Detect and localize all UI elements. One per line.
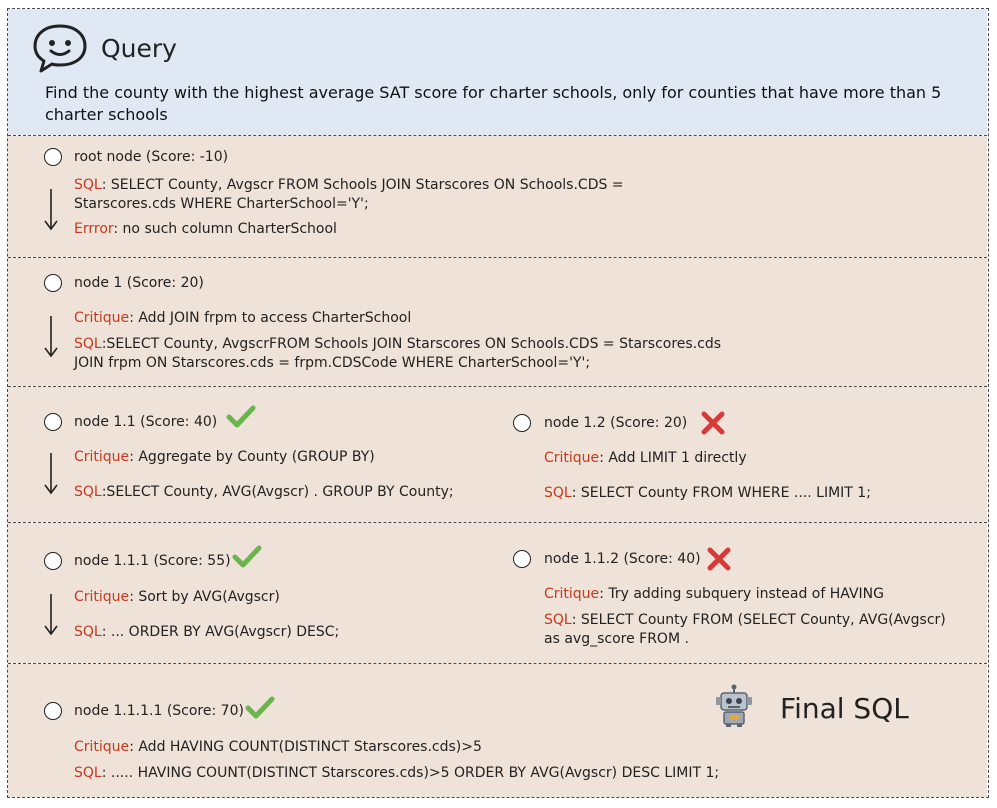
node-label: root node (Score: -10) (74, 149, 229, 165)
outer-frame (7, 8, 989, 798)
sql-tag: SQL (74, 624, 102, 640)
critique-tag: Critique (74, 449, 130, 465)
critique-text: : Add HAVING COUNT(DISTINCT Starscores.cds)>5 (129, 739, 482, 755)
sql-tag: SQL (544, 485, 572, 501)
node-circle (44, 552, 62, 570)
node-circle (44, 148, 62, 166)
node-label: node 1.1.2 (Score: 40) (544, 551, 701, 567)
final-sql-label: Final SQL (780, 692, 909, 725)
critique-line (544, 585, 974, 604)
critique-line (544, 449, 974, 468)
down-arrow-icon (44, 452, 58, 496)
query-text: Find the county with the highest average SAT score for charter schools, only for counties that have more than 5 charter schools (45, 83, 942, 124)
sql-line (74, 764, 954, 783)
chat-bubble-icon (31, 22, 89, 74)
critique-text: : Add JOIN frpm to access CharterSchool (129, 310, 412, 326)
node-circle (44, 413, 62, 431)
critique-line (74, 448, 494, 467)
node-circle (44, 702, 62, 720)
critique-line (74, 738, 954, 757)
query-title: Query (101, 34, 177, 63)
sql-line (74, 335, 734, 373)
critique-text: : Try adding subquery instead of HAVING (599, 586, 884, 602)
critique-line (74, 309, 954, 328)
sql-text: : SELECT County FROM (SELECT County, AVG(Avgscr) as avg_score FROM . (544, 612, 946, 647)
node-label: node 1.1 (Score: 40) (74, 414, 218, 430)
down-arrow-icon (44, 315, 58, 359)
sql-text: :SELECT County, AvgscrFROM Schools JOIN Starscores ON Schools.CDS = Starscores.cds JOIN frpm ON Starscores.cds = frpm.CDSCode WHERE CharterSchool='Y'; (74, 336, 722, 371)
down-arrow-icon (44, 593, 58, 637)
node-circle (44, 274, 62, 292)
cross-icon (706, 546, 732, 572)
sql-tag: SQL (74, 177, 102, 193)
error-text: : no such column CharterSchool (113, 221, 337, 237)
cross-icon (700, 410, 726, 436)
sql-text: :SELECT County, AVG(Avgscr) . GROUP BY County; (101, 484, 454, 500)
critique-line (74, 588, 494, 607)
critique-tag: Critique (74, 739, 130, 755)
sql-line (74, 623, 494, 642)
critique-tag: Critique (544, 586, 600, 602)
down-arrow-icon (44, 188, 58, 232)
sql-text: : ..... HAVING COUNT(DISTINCT Starscores.cds)>5 ORDER BY AVG(Avgscr) DESC LIMIT 1; (101, 765, 720, 781)
sql-line (74, 483, 494, 502)
critique-text: : Add LIMIT 1 directly (599, 450, 747, 466)
sql-line (74, 176, 674, 214)
critique-text: : Sort by AVG(Avgscr) (129, 589, 280, 605)
sql-text: : ... ORDER BY AVG(Avgscr) DESC; (101, 624, 340, 640)
check-icon (232, 544, 262, 570)
node-label: node 1 (Score: 20) (74, 275, 204, 291)
sql-text: : SELECT County, Avgscr FROM Schools JOIN Starscores ON Schools.CDS = Starscores.cds WHERE CharterSchool='Y'; (74, 177, 624, 212)
critique-tag: Critique (74, 310, 130, 326)
critique-tag: Critique (544, 450, 600, 466)
error-line (74, 220, 674, 239)
sql-tag: SQL (544, 612, 572, 628)
node-circle (513, 414, 531, 432)
check-icon (226, 404, 256, 430)
robot-icon (714, 684, 754, 728)
node-label: node 1.2 (Score: 20) (544, 415, 688, 431)
node-circle (513, 550, 531, 568)
node-label: node 1.1.1.1 (Score: 70) (74, 703, 244, 719)
sql-line (544, 611, 964, 649)
critique-tag: Critique (74, 589, 130, 605)
sql-text: : SELECT County FROM WHERE .... LIMIT 1; (571, 485, 871, 501)
node-label: node 1.1.1 (Score: 55) (74, 553, 231, 569)
check-icon (245, 695, 275, 721)
sql-tag: SQL (74, 765, 102, 781)
sql-line (544, 484, 974, 503)
sql-tag: SQL (74, 484, 102, 500)
sql-tag: SQL (74, 336, 102, 352)
error-tag: Errror (74, 221, 114, 237)
critique-text: : Aggregate by County (GROUP BY) (129, 449, 375, 465)
